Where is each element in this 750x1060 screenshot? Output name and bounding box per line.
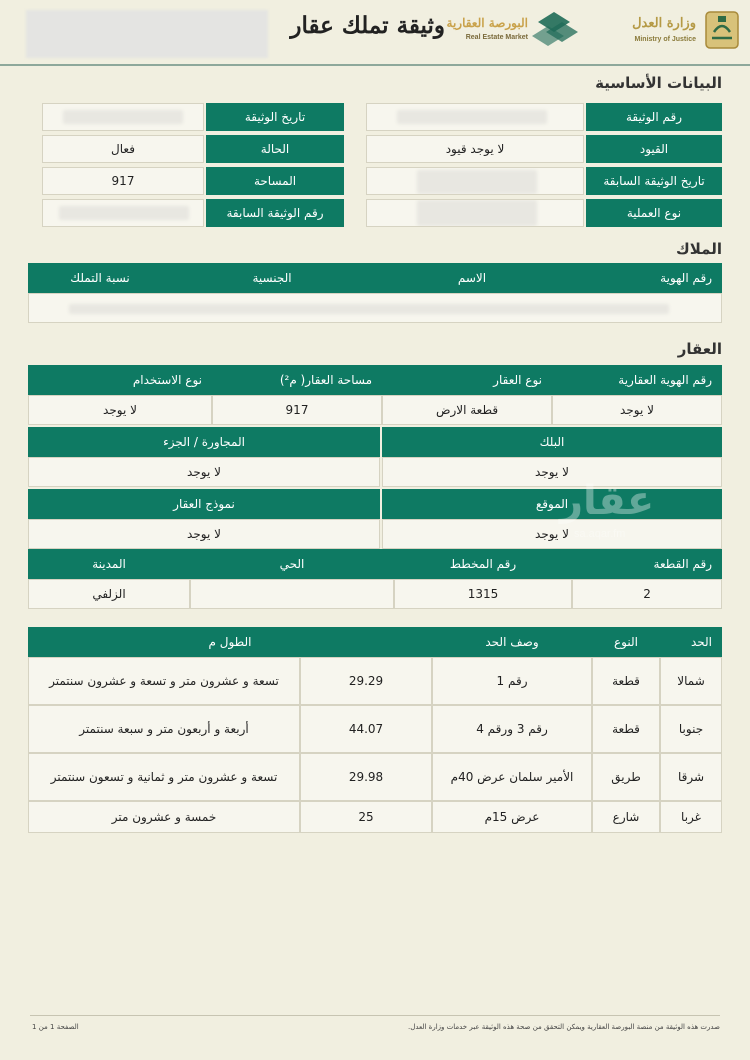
property-id-value: لا يوجد xyxy=(552,395,722,425)
boundary-length-words: أربعة و أربعون متر و سبعة سنتمتر xyxy=(28,705,300,753)
property-col-type: نوع العقار xyxy=(493,373,542,387)
prev-doc-date-value xyxy=(366,167,584,195)
boundary-type-value: قطعة xyxy=(592,705,660,753)
justice-logo-arabic: وزارة العدل xyxy=(632,16,696,31)
property-col-usage: نوع الاستخدام xyxy=(132,373,202,387)
district-label: الحي xyxy=(279,557,305,571)
basic-data-title: البيانات الأساسية xyxy=(595,74,722,92)
boundary-length-value: 44.07 xyxy=(300,705,432,753)
footer-note: صدرت هذه الوثيقة من منصة البورصة العقارية ويمكن التحقق من صحة هذه الوثيقة عبر خدمات وزارة العدل. xyxy=(408,1023,720,1031)
city-label: المدينة xyxy=(92,557,126,571)
restrictions-value: لا يوجد قيود xyxy=(366,135,584,163)
property-col-area: مساحة العقار( م²) xyxy=(279,373,372,387)
prev-doc-number-value xyxy=(42,199,204,227)
redacted-value xyxy=(69,304,669,314)
document-title: وثيقة تملك عقار xyxy=(290,12,445,39)
boundary-length-value: 25 xyxy=(300,801,432,833)
boundary-desc-value: رقم 3 ورقم 4 xyxy=(432,705,592,753)
property-col-id: رقم الهوية العقارية xyxy=(618,373,712,387)
property-model-value: لا يوجد xyxy=(28,519,380,549)
market-logo-english: Real Estate Market xyxy=(465,34,528,41)
justice-logo-english: Ministry of Justice xyxy=(634,36,696,43)
boundary-desc-value: عرض 15م xyxy=(432,801,592,833)
adjacent-label: المجاورة / الجزء xyxy=(28,427,380,457)
restrictions-label: القيود xyxy=(586,135,722,163)
area-label: المساحة xyxy=(206,167,344,195)
adjacent-value: لا يوجد xyxy=(28,457,380,487)
status-value: فعال xyxy=(42,135,204,163)
aqar-watermark xyxy=(560,478,670,548)
market-logo-arabic: البورصة العقارية xyxy=(446,16,528,30)
owners-col-id: رقم الهوية xyxy=(660,271,712,285)
plan-number-value: 1315 xyxy=(394,579,572,609)
boundary-length-value: 29.29 xyxy=(300,657,432,705)
prev-doc-number-label: رقم الوثيقة السابقة xyxy=(206,199,344,227)
site-label: الموقع xyxy=(382,489,722,519)
property-title: العقار xyxy=(677,340,722,358)
block-label: البلك xyxy=(382,427,722,457)
block-value: لا يوجد xyxy=(382,457,722,487)
doc-number-label: رقم الوثيقة xyxy=(586,103,722,131)
ministry-of-justice-logo xyxy=(616,8,740,50)
property-area-value: 917 xyxy=(212,395,382,425)
site-value: لا يوجد xyxy=(382,519,722,549)
ministry-seal-icon xyxy=(704,8,740,50)
area-value: 917 xyxy=(42,167,204,195)
boundary-length-value: 29.98 xyxy=(300,753,432,801)
doc-date-label: تاريخ الوثيقة xyxy=(206,103,344,131)
boundary-col-length: الطول م xyxy=(208,635,252,649)
redacted-value xyxy=(59,206,189,220)
boundary-type-value: قطعة xyxy=(592,657,660,705)
operation-type-value xyxy=(366,199,584,227)
redacted-area xyxy=(26,10,268,58)
footer-divider xyxy=(30,1015,720,1016)
property-usage-value: لا يوجد xyxy=(28,395,212,425)
parcel-number-label: رقم القطعة xyxy=(653,557,712,571)
owners-col-name: الاسم xyxy=(457,271,487,285)
boundary-col-type: النوع xyxy=(614,635,638,649)
doc-date-value xyxy=(42,103,204,131)
boundary-desc-value: الأمير سلمان عرض 40م xyxy=(432,753,592,801)
owners-col-share: نسبة التملك xyxy=(70,271,130,285)
boundary-desc-value: رقم 1 xyxy=(432,657,592,705)
redacted-value xyxy=(417,200,537,226)
footer-page-number: الصفحة 1 من 1 xyxy=(32,1023,79,1031)
boundary-length-words: تسعة و عشرون متر و ثمانية و تسعون سنتمتر xyxy=(28,753,300,801)
property-type-value: قطعة الارض xyxy=(382,395,552,425)
status-label: الحالة xyxy=(206,135,344,163)
property-model-label: نموذج العقار xyxy=(28,489,380,519)
watermark-arabic: عقار xyxy=(560,478,655,524)
boundary-type-value: طريق xyxy=(592,753,660,801)
district-value xyxy=(190,579,394,609)
boundary-side-value: شرقا xyxy=(660,753,722,801)
parcel-number-value: 2 xyxy=(572,579,722,609)
operation-type-label: نوع العملية xyxy=(586,199,722,227)
boundary-side-value: غربا xyxy=(660,801,722,833)
boundary-length-words: تسعة و عشرون متر و تسعة و عشرون سنتمتر xyxy=(28,657,300,705)
owners-col-nationality: الجنسية xyxy=(252,271,292,285)
redacted-value xyxy=(63,110,183,124)
redacted-value xyxy=(417,170,537,194)
boundary-type-value: شارع xyxy=(592,801,660,833)
document-header xyxy=(0,0,750,66)
plan-number-label: رقم المخطط xyxy=(449,557,517,571)
owners-row xyxy=(28,293,722,323)
boundary-length-words: خمسة و عشرون متر xyxy=(28,801,300,833)
boundary-side-value: شمالا xyxy=(660,657,722,705)
real-estate-market-logo xyxy=(446,8,600,50)
doc-number-value xyxy=(366,103,584,131)
prev-doc-date-label: تاريخ الوثيقة السابقة xyxy=(586,167,722,195)
boundary-side-value: جنوبا xyxy=(660,705,722,753)
city-value: الزلفي xyxy=(28,579,190,609)
watermark-english: sa.aqar.fm xyxy=(574,528,626,540)
owners-title: الملاك xyxy=(676,240,722,258)
boundary-col-desc: وصف الحد xyxy=(485,635,539,649)
redacted-value xyxy=(397,110,547,124)
boundary-col-side: الحد xyxy=(690,635,712,649)
